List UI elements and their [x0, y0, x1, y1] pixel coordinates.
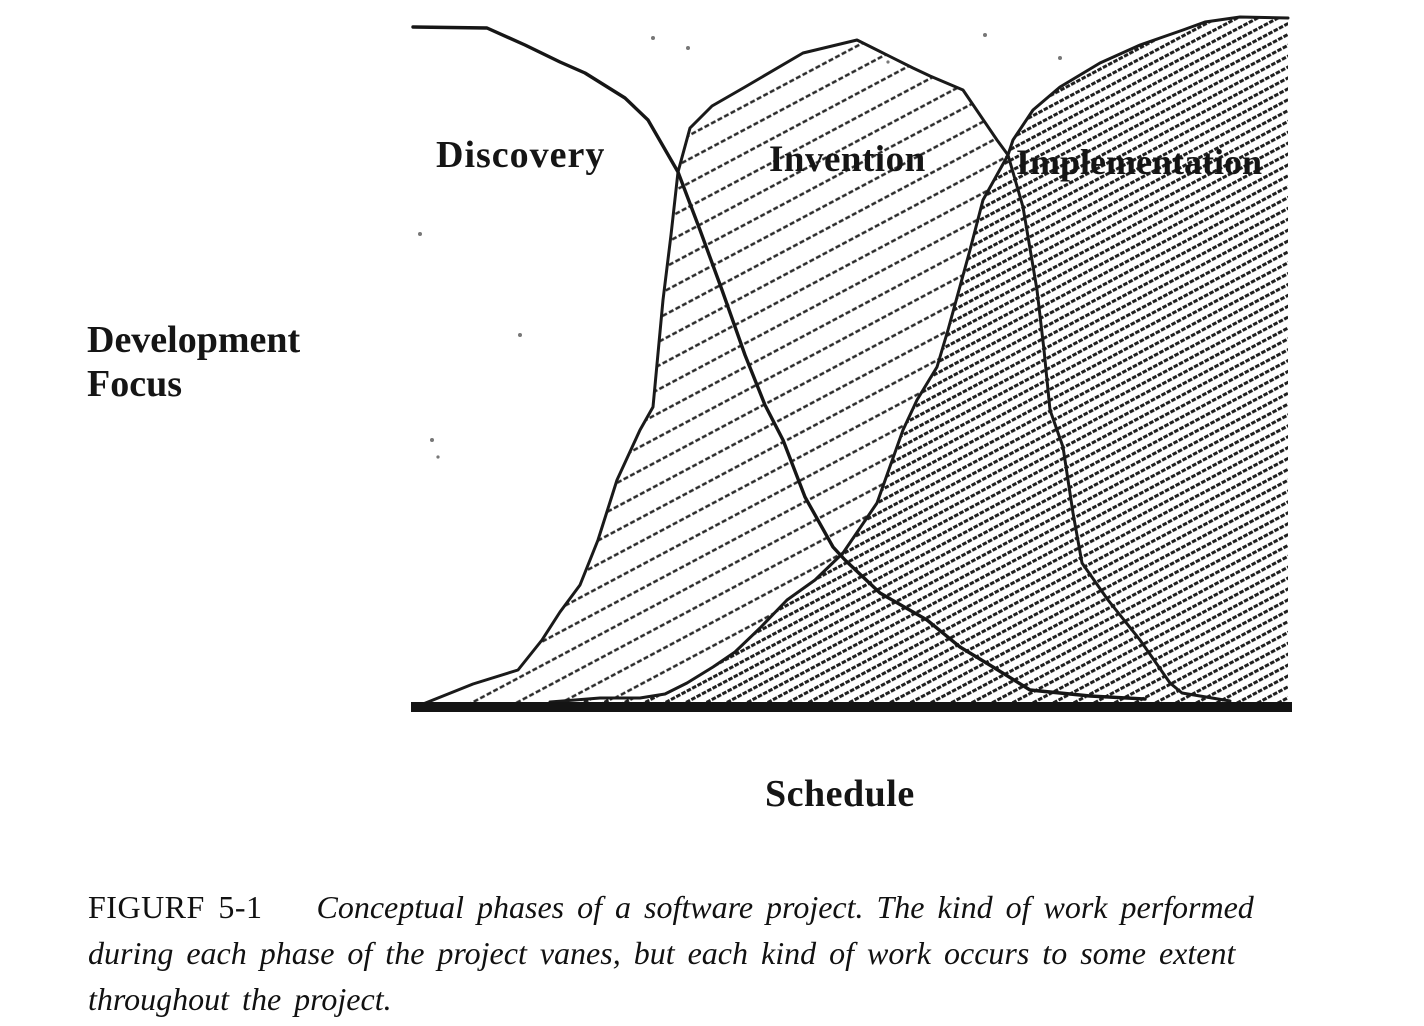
caption-line-1-text: Conceptual phases of a software project. The kind of work performed [316, 889, 1254, 925]
caption-line-2: during each phase of the project vanes, but each kind of work occurs to some extent [88, 935, 1236, 971]
x-axis-label: Schedule [765, 773, 915, 815]
y-axis-label [87, 318, 300, 406]
implementation-region-label: Implementation [1016, 142, 1262, 182]
y-axis-label-line2: Focus [87, 363, 182, 405]
invention-region-label: Invention [769, 139, 926, 180]
caption-figure-number: FIGURF 5-1 [88, 889, 263, 925]
caption-line-1 [88, 884, 1364, 930]
discovery-region-label: Discovery [436, 134, 606, 176]
figure-caption [88, 884, 1364, 1022]
baseline-axis [411, 702, 1292, 712]
y-axis-label-line1: Development [87, 319, 301, 361]
caption-line-3: throughout the project. [88, 981, 392, 1017]
